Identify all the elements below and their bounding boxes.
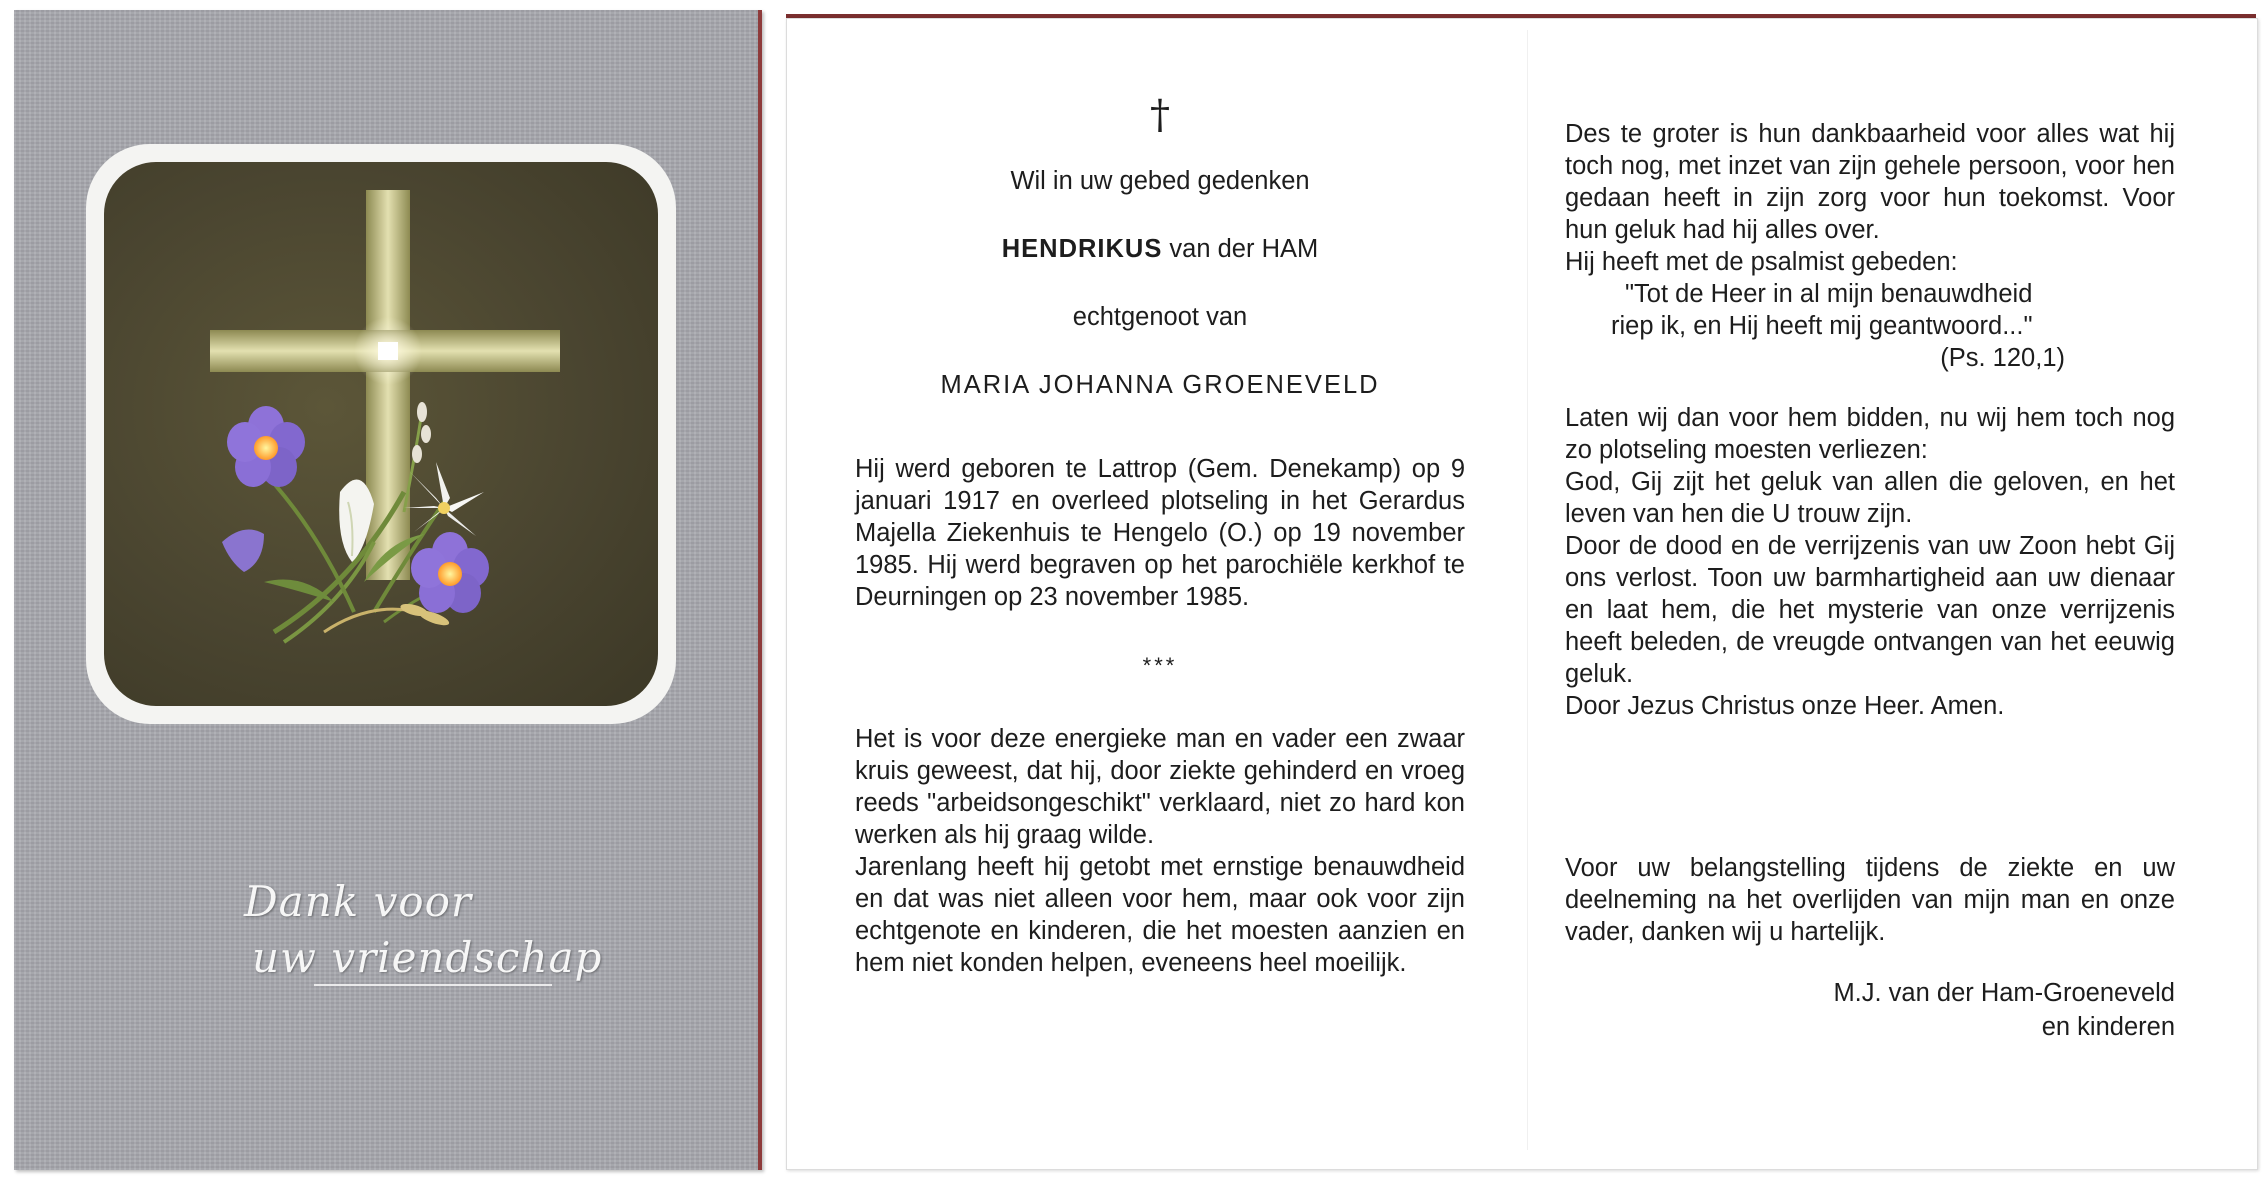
left-inner-page (855, 92, 1465, 979)
cross-and-flowers-illustration (104, 162, 658, 706)
separator-stars: *** (1142, 653, 1178, 678)
biography-paragraph: Hij werd geboren te Lattrop (Gem. Denekamp) op 9 januari 1917 en overleed plotseling in het Gerardus Majella Ziekenhuis te Hengelo (O.) op 19 november 1985. Hij werd begraven op het parochiële kerkhof te Deurningen op 23 november 1985. (855, 455, 1465, 611)
spacer (1565, 722, 2175, 852)
life-paragraph-2: Jarenlang heeft hij getobt met ernstige benauwdheid en dat was niet alleen voor hem, maar ook voor zijn echtgenote en kinderen, die het moesten aanzien en hem niet konden helpen, eveneens heel moeilijk. (855, 853, 1465, 977)
thanks-line-1: Dank voor (244, 877, 472, 926)
front-card (14, 10, 762, 1170)
prayer-line-2: Door de dood en de verrijzenis van uw Zoon hebt Gij ons verlost. Toon uw barmhartigheid aan uw dienaar en laat hem, die het mysterie van onze verrijzenis heeft beleden, de vreugde ontvangen van het eeuwig geluk. (1565, 532, 2175, 688)
psalm-reference: (Ps. 120,1) (1940, 344, 2065, 372)
gratitude-paragraph: Des te groter is hun dankbaarheid voor alles wat hij toch nog, met inzet van zijn gehele persoon, voor hen gedaan heeft in zijn zorg voor hun toekomst. Voor hun geluk had hij alles over. (1565, 120, 2175, 244)
cross-icon: † (1150, 92, 1170, 138)
thanks-paragraph: Voor uw belangstelling tijdens de ziekte en uw deelneming na het overlijden van mijn man en onze vader, danken wij u hartelijk. (1565, 854, 2175, 946)
life-paragraph-1: Het is voor deze energieke man en vader een zwaar kruis geweest, dat hij, door ziekte gehinderd en vroeg reeds "arbeidsongeschikt" verklaard, niet zo hard kon werken als hij graag wilde. (855, 725, 1465, 849)
signature (1565, 976, 2175, 1044)
intro-line: Wil in uw gebed gedenken (1010, 167, 1310, 195)
cross-illustration-icon (104, 162, 658, 706)
psalm-intro: Hij heeft met de psalmist gebeden: (1565, 248, 1958, 276)
prayer-line-1: God, Gij zijt het geluk van allen die geloven, en het leven van hen die U trouw zijn. (1565, 468, 2175, 528)
spouse-name: MARIA JOHANNA GROENEVELD (940, 371, 1380, 399)
thanks-line-2: uw vriendschap (252, 933, 603, 982)
right-inner-page (1565, 118, 2175, 1044)
thanks-underline (314, 984, 552, 986)
psalm-line-1: "Tot de Heer in al mijn benauwdheid (1625, 280, 2033, 308)
psalm-block (1565, 246, 2175, 374)
spacer (1565, 374, 2175, 402)
signature-family: en kinderen (2041, 1013, 2175, 1041)
spouse-label: echtgenoot van (1072, 303, 1248, 331)
signature-name: M.J. van der Ham-Groeneveld (1833, 979, 2175, 1007)
psalm-line-2: riep ik, en Hij heeft mij geantwoord..." (1611, 312, 2033, 340)
deceased-name (855, 231, 1465, 267)
prayer-line-3: Door Jezus Christus onze Heer. Amen. (1565, 692, 2005, 720)
thanks-for-friendship-text (244, 874, 602, 986)
prayer-intro: Laten wij dan voor hem bidden, nu wij hem toch nog zo plotseling moesten verliezen: (1565, 404, 2175, 464)
deceased-last-name: van der HAM (1162, 235, 1319, 263)
deceased-first-name: HENDRIKUS (1001, 235, 1163, 263)
fold-line (1527, 30, 1528, 1150)
picture-frame (86, 144, 676, 724)
